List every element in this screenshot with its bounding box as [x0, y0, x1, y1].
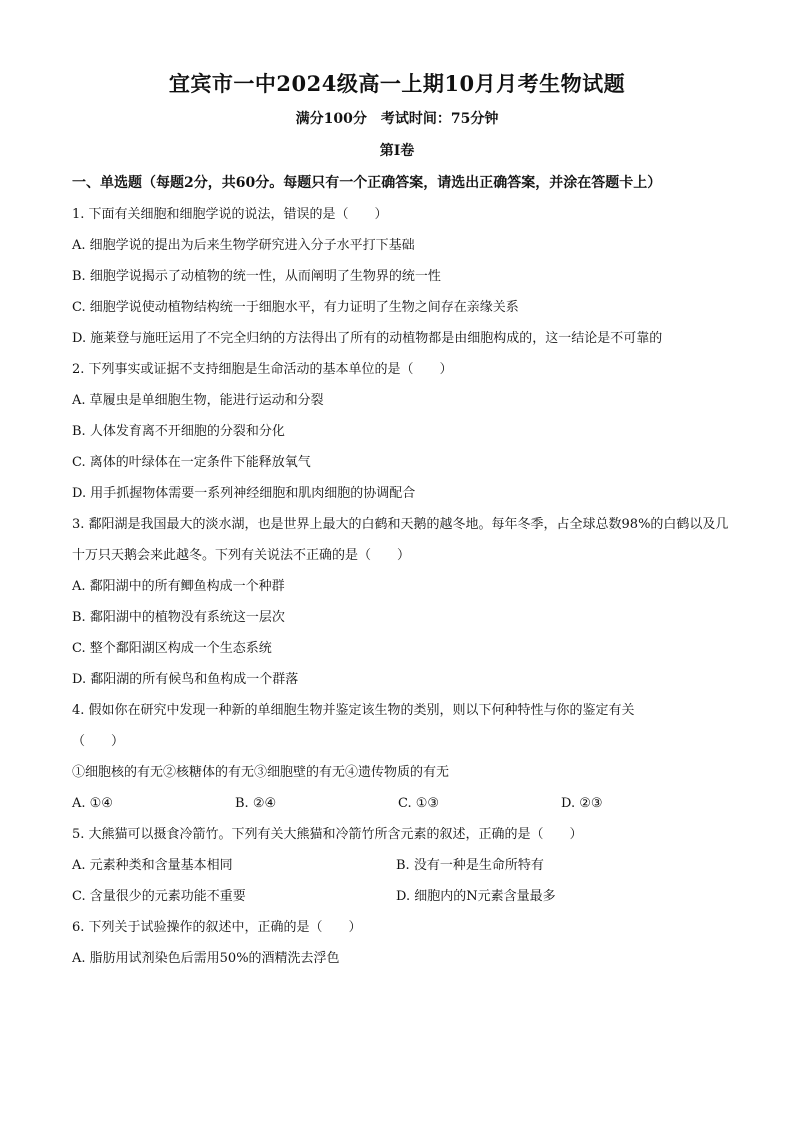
option-b: B. ②④ — [235, 796, 277, 811]
question-stem: 4. 假如你在研究中发现一种新的单细胞生物并鉴定该生物的类别，则以下何种特性与你的鉴定有关 — [72, 703, 635, 718]
option-b: B. 细胞学说揭示了动植物的统一性，从而阐明了生物界的统一性 — [72, 269, 441, 284]
option-row — [72, 788, 732, 819]
option-b: B. 鄱阳湖中的植物没有系统这一层次 — [72, 610, 285, 625]
option-c: C. ①③ — [398, 796, 440, 811]
question-stem: 5. 大熊猫可以摄食冷箭竹。下列有关大熊猫和冷箭竹所含元素的叙述，正确的是（ ） — [72, 827, 583, 842]
page-title: 宜宾市一中2024级高一上期10月月考生物试题 — [168, 71, 626, 96]
option-a: A. 细胞学说的提出为后来生物学研究进入分子水平打下基础 — [72, 238, 415, 253]
question-list — [72, 168, 732, 974]
option-d: D. 细胞内的N元素含量最多 — [396, 889, 556, 904]
option-d: D. ②③ — [561, 796, 603, 811]
option-a: A. 鄱阳湖中的所有鲫鱼构成一个种群 — [72, 579, 285, 594]
full-score: 满分100分 — [295, 111, 367, 127]
option-c: C. 含量很少的元素功能不重要 — [72, 889, 246, 904]
question-note: ①细胞核的有无②核糖体的有无③细胞壁的有无④遗传物质的有无 — [72, 765, 450, 780]
option-d: D. 鄱阳湖的所有候鸟和鱼构成一个群落 — [72, 672, 299, 687]
question-stem: 1. 下面有关细胞和细胞学说的说法，错误的是（ ） — [72, 207, 388, 222]
option-b: B. 没有一种是生命所特有 — [396, 858, 544, 873]
question-stem: 6. 下列关于试验操作的叙述中，正确的是（ ） — [72, 920, 362, 935]
option-a: A. ①④ — [72, 796, 113, 811]
part-label: 第Ⅰ卷 — [379, 143, 415, 159]
option-a: A. 脂肪用试剂染色后需用50%的酒精洗去浮色 — [72, 951, 340, 966]
option-b: B. 人体发育离不开细胞的分裂和分化 — [72, 424, 285, 439]
option-row — [72, 881, 732, 912]
question-stem: 2. 下列事实或证据不支持细胞是生命活动的基本单位的是（ ） — [72, 362, 453, 377]
section-heading: 一、单选题（每题2分，共60分。每题只有一个正确答案，请选出正确答案，并涂在答题卡上） — [72, 175, 662, 191]
option-a: A. 元素种类和含量基本相同 — [72, 858, 233, 873]
question-stem: 3. 鄱阳湖是我国最大的淡水湖，也是世界上最大的白鹤和天鹅的越冬地。每年冬季，占全球总数98%的白鹤以及几十万只天鹅会来此越冬。下列有关说法不正确的是（ ） — [72, 517, 729, 563]
option-row — [72, 850, 732, 881]
option-c: C. 离体的叶绿体在一定条件下能释放氧气 — [72, 455, 311, 470]
option-a: A. 草履虫是单细胞生物，能进行运动和分裂 — [72, 393, 324, 408]
exam-time: 考试时间：75分钟 — [380, 111, 499, 127]
option-d: D. 用手抓握物体需要一系列神经细胞和肌肉细胞的协调配合 — [72, 486, 416, 501]
exam-info — [0, 108, 794, 128]
option-c: C. 整个鄱阳湖区构成一个生态系统 — [72, 641, 272, 656]
answer-bracket: （ ） — [72, 734, 125, 749]
option-c: C. 细胞学说使动植物结构统一于细胞水平，有力证明了生物之间存在亲缘关系 — [72, 300, 519, 315]
option-d: D. 施莱登与施旺运用了不完全归纳的方法得出了所有的动植物都是由细胞构成的，这一结论是不可靠的 — [72, 331, 663, 346]
